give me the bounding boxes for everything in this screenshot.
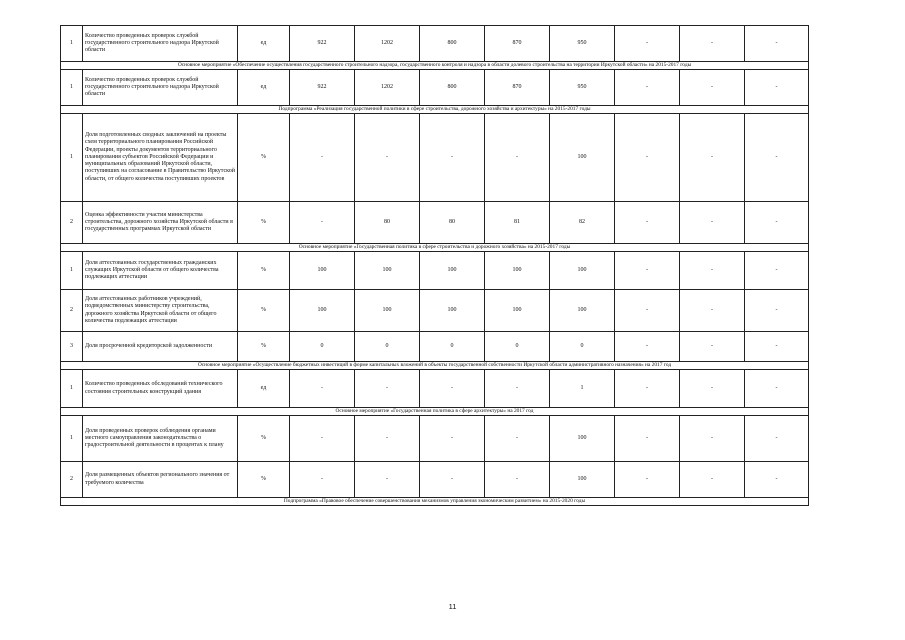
section-header: Основное мероприятие «Обеспечение осуществления государственного строительного надзора, государственного контроля и надзора в области долевого строительства на территории Иркутской области» на 2015-2017 годы	[61, 62, 809, 70]
row-number-cell: 1	[61, 26, 83, 62]
value-cell: -	[680, 416, 745, 462]
indicator-name-cell: Оценка эффективности участия министерства строительства, дорожного хозяйства Иркутской области в государственных программах Иркутской области	[83, 202, 238, 244]
value-cell: -	[615, 332, 680, 362]
indicator-table-page	[60, 25, 808, 506]
value-cell: 80	[355, 202, 420, 244]
section-header-row	[61, 362, 809, 370]
value-cell: 0	[550, 332, 615, 362]
value-cell: -	[420, 416, 485, 462]
value-cell: -	[355, 114, 420, 202]
value-cell: 100	[420, 290, 485, 332]
value-cell: -	[355, 370, 420, 408]
row-number-cell: 1	[61, 416, 83, 462]
table-row	[61, 332, 809, 362]
value-cell: 100	[355, 252, 420, 290]
value-cell: 922	[290, 70, 355, 106]
section-header-row	[61, 244, 809, 252]
value-cell: -	[745, 252, 809, 290]
value-cell: 100	[485, 252, 550, 290]
value-cell: -	[615, 252, 680, 290]
value-cell: -	[615, 290, 680, 332]
unit-cell: %	[238, 332, 290, 362]
value-cell: -	[745, 290, 809, 332]
indicator-name-cell: Доля подготовленных сводных заключений на проекты схем территориального планирования Российской Федерации, проекты документов территориального планирования субъектов Российской Федерации и муниципальных образований Иркутской области, поступивших на согласование в Правительство Иркутской области, от общего количества поступивших проектов	[83, 114, 238, 202]
row-number-cell: 1	[61, 114, 83, 202]
value-cell: 81	[485, 202, 550, 244]
unit-cell: ед	[238, 70, 290, 106]
unit-cell: %	[238, 290, 290, 332]
value-cell: -	[420, 114, 485, 202]
value-cell: -	[485, 416, 550, 462]
section-header: Подпрограмма «Реализация государственной политики в сфере строительства, дорожного хозяйства и архитектуры» на 2015-2017 годы	[61, 106, 809, 114]
value-cell: 800	[420, 70, 485, 106]
value-cell: 0	[485, 332, 550, 362]
value-cell: -	[745, 332, 809, 362]
value-cell: 100	[550, 416, 615, 462]
value-cell: -	[745, 114, 809, 202]
table-row	[61, 416, 809, 462]
value-cell: 800	[420, 26, 485, 62]
section-header-row	[61, 62, 809, 70]
value-cell: -	[745, 416, 809, 462]
row-number-cell: 1	[61, 252, 83, 290]
value-cell: 100	[420, 252, 485, 290]
value-cell: -	[680, 370, 745, 408]
value-cell: -	[290, 416, 355, 462]
indicator-name-cell: Доля просроченной кредиторской задолженности	[83, 332, 238, 362]
value-cell: -	[355, 416, 420, 462]
value-cell: -	[680, 26, 745, 62]
value-cell: -	[615, 370, 680, 408]
value-cell: 100	[355, 290, 420, 332]
value-cell: -	[680, 290, 745, 332]
value-cell: -	[290, 114, 355, 202]
value-cell: -	[615, 114, 680, 202]
section-header-row	[61, 408, 809, 416]
table-row	[61, 114, 809, 202]
unit-cell: %	[238, 252, 290, 290]
value-cell: 1202	[355, 26, 420, 62]
indicator-name-cell: Доля размещенных объектов регионального значения от требуемого количества	[83, 462, 238, 498]
value-cell: -	[745, 202, 809, 244]
value-cell: 1202	[355, 70, 420, 106]
value-cell: -	[680, 70, 745, 106]
value-cell: 100	[550, 462, 615, 498]
value-cell: 100	[485, 290, 550, 332]
row-number-cell: 1	[61, 370, 83, 408]
row-number-cell: 2	[61, 202, 83, 244]
value-cell: 100	[290, 290, 355, 332]
unit-cell: ед	[238, 370, 290, 408]
indicator-name-cell: Количество проведенных проверок службой государственного строительного надзора Иркутской области	[83, 26, 238, 62]
value-cell: -	[485, 370, 550, 408]
value-cell: 80	[420, 202, 485, 244]
section-header: Основное мероприятие «Осуществление бюджетных инвестиций в форме капитальных вложений в объекты государственной собственности Иркутской области административного назначения» на 2017 год	[61, 362, 809, 370]
value-cell: 100	[550, 114, 615, 202]
unit-cell: ед	[238, 26, 290, 62]
value-cell: -	[680, 202, 745, 244]
page-number: 11	[448, 602, 457, 611]
value-cell: -	[615, 26, 680, 62]
table-row	[61, 290, 809, 332]
value-cell: 950	[550, 70, 615, 106]
section-header: Подпрограмма «Правовое обеспечение совершенствования механизмов управления экономическим развитием» на 2015-2020 годы	[61, 498, 809, 506]
value-cell: -	[680, 252, 745, 290]
section-header-row	[61, 498, 809, 506]
section-header: Основное мероприятие «Государственная политика в сфере архитектуры» на 2017 год	[61, 408, 809, 416]
value-cell: 100	[550, 252, 615, 290]
value-cell: -	[680, 114, 745, 202]
value-cell: -	[745, 370, 809, 408]
row-number-cell: 2	[61, 290, 83, 332]
value-cell: -	[615, 462, 680, 498]
value-cell: -	[745, 70, 809, 106]
indicator-name-cell: Доля проведенных проверок соблюдения органами местного самоуправления законодательства о градостроительной деятельности в процентах к плану	[83, 416, 238, 462]
table-row	[61, 252, 809, 290]
value-cell: -	[615, 70, 680, 106]
table-row	[61, 26, 809, 62]
value-cell: 1	[550, 370, 615, 408]
row-number-cell: 2	[61, 462, 83, 498]
table-row	[61, 370, 809, 408]
value-cell: 922	[290, 26, 355, 62]
value-cell: -	[615, 416, 680, 462]
value-cell: -	[680, 462, 745, 498]
table-row	[61, 70, 809, 106]
value-cell: 0	[420, 332, 485, 362]
row-number-cell: 3	[61, 332, 83, 362]
value-cell: -	[290, 202, 355, 244]
unit-cell: %	[238, 114, 290, 202]
section-header-row	[61, 106, 809, 114]
value-cell: 870	[485, 70, 550, 106]
value-cell: 950	[550, 26, 615, 62]
section-header: Основное мероприятие «Государственная политика в сфере строительства и дорожного хозяйства» на 2015-2017 годы	[61, 244, 809, 252]
unit-cell: %	[238, 462, 290, 498]
value-cell: 0	[355, 332, 420, 362]
value-cell: -	[355, 462, 420, 498]
table-row	[61, 202, 809, 244]
unit-cell: %	[238, 202, 290, 244]
value-cell: -	[680, 332, 745, 362]
value-cell: -	[420, 462, 485, 498]
value-cell: 100	[550, 290, 615, 332]
indicator-table	[60, 25, 809, 506]
value-cell: -	[745, 26, 809, 62]
value-cell: 82	[550, 202, 615, 244]
value-cell: -	[745, 462, 809, 498]
value-cell: -	[290, 462, 355, 498]
value-cell: -	[615, 202, 680, 244]
value-cell: 0	[290, 332, 355, 362]
indicator-name-cell: Количество проведенных обследований технического состояния строительных конструкций здания	[83, 370, 238, 408]
indicator-name-cell: Доля аттестованных государственных гражданских служащих Иркутской области от общего количества подлежащих аттестации	[83, 252, 238, 290]
value-cell: -	[290, 370, 355, 408]
unit-cell: %	[238, 416, 290, 462]
indicator-name-cell: Доля аттестованных работников учреждений, подведомственных министерству строительства, дорожного хозяйства Иркутской области от общего количества подлежащих аттестации	[83, 290, 238, 332]
value-cell: 870	[485, 26, 550, 62]
row-number-cell: 1	[61, 70, 83, 106]
value-cell: -	[485, 462, 550, 498]
indicator-name-cell: Количество проведенных проверок службой государственного строительного надзора Иркутской области	[83, 70, 238, 106]
table-row	[61, 462, 809, 498]
value-cell: 100	[290, 252, 355, 290]
value-cell: -	[420, 370, 485, 408]
value-cell: -	[485, 114, 550, 202]
